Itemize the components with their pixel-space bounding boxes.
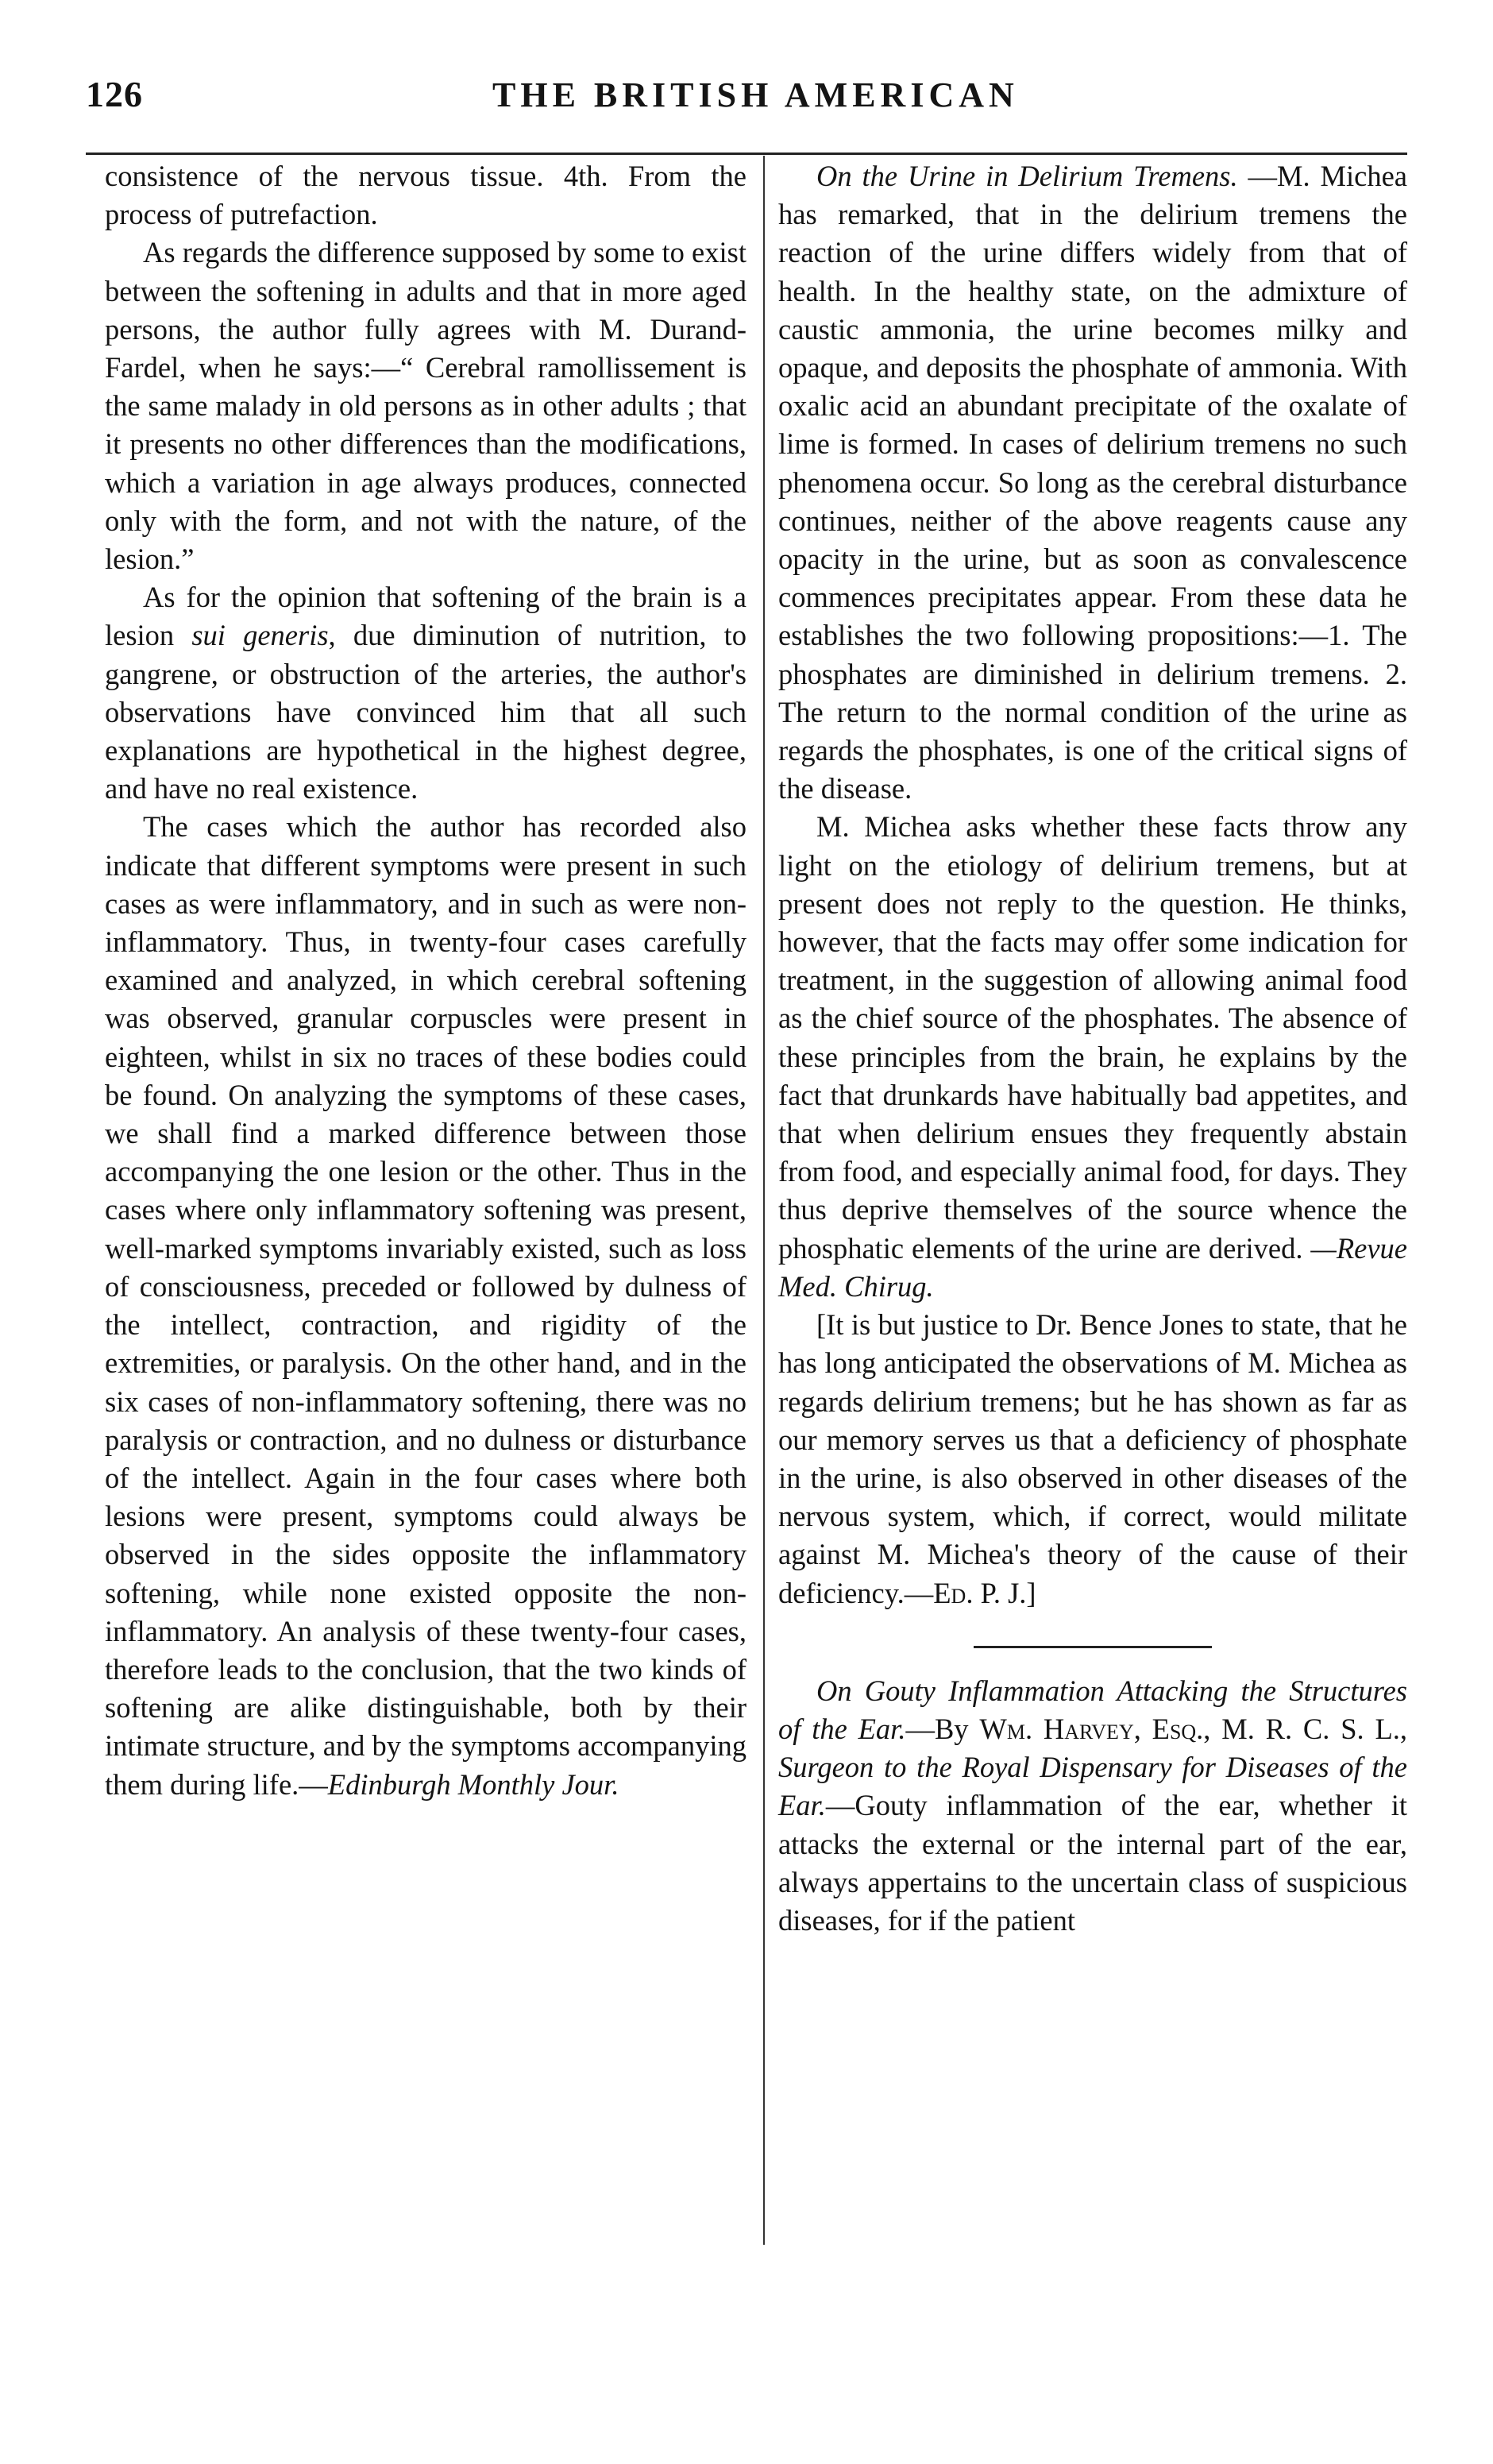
editor-signature: Ed. P. J.] (933, 1576, 1036, 1609)
source-citation: Edinburgh Monthly Jour. (327, 1767, 619, 1801)
text-run: —Gouty inflammation of the ear, whether it attacks the external or the internal part of the ear, always appertains to the uncertain class of suspicious diseases, for if the patient (778, 1789, 1407, 1937)
author-name: Wm. Harvey, Esq., M. R. C. S. L., (979, 1712, 1408, 1745)
paragraph-sui-generis (105, 578, 746, 808)
paragraph-cases (105, 808, 746, 1803)
running-title: THE BRITISH AMERICAN (492, 75, 1019, 114)
italic-term: sui generis (191, 619, 329, 652)
paragraph-michea-asks (778, 808, 1407, 1306)
editorial-note (778, 1306, 1407, 1612)
text-run: As for the opinion that softening of the brain is a lesion (105, 581, 746, 652)
paragraph-softening-age: As regards the difference supposed by some to exist between the softening in adults and that in more aged persons, the author fully agrees with M. Durand-Fardel, when he says:—“ Cerebral ramollissement is the same malady in old persons as in other adults ; that it presents no other differences than the modifications, which a variation in age always produces, connected only with the form, and not with the nature, of the lesion.” (105, 236, 746, 576)
author-role: Surgeon to the Royal Dispensary for Diseases of the Ear. (778, 1751, 1407, 1822)
paragraph-continued: consistence of the nervous tissue. 4th. From the process of putrefaction. (105, 160, 746, 231)
text-run: M. Michea asks whether these facts throw any light on the etiology of delirium tremens, but at present does not reply to the question. He thinks, however, that the facts may offer some indication for treatment, in the suggestion of allowing animal food as the chief source of the phosphates. The absence of these principles from the brain, he explains by the fact that drunkards have habitually bad appetites, and that when delirium ensues they frequently abstain from food, and especially animal food, for days. They thus deprive themselves of the source whence the phosphatic elements of the urine are derived. (778, 810, 1407, 1265)
text-run: —By (905, 1712, 980, 1745)
article-urine-delirium (778, 157, 1407, 808)
article-gouty-ear (778, 1672, 1407, 1940)
left-column (105, 157, 746, 1804)
article-title: On the Urine in Delirium Tremens. (816, 160, 1238, 192)
column-divider (763, 156, 765, 2245)
header-rule (86, 153, 1407, 155)
source-citation: —Revue Med. Chirug. (778, 1231, 1407, 1303)
text-run: The cases which the author has recorded also indicate that different symptoms were present in such cases as were inflammatory, and in such as were non-inflammatory. Thus, in twenty-four cases carefully examined and analyzed, in which cerebral softening was observed, granular corpuscles were present in eighteen, whilst in six no traces of these bodies could be found. On analyzing the symptoms of these cases, we shall find a marked difference between those accompanying the one lesion or the other. Thus in the cases where only inflammatory softening was present, well-marked symptoms invariably existed, such as loss of consciousness, preceded or followed by dulness of the intellect, contraction, and rigidity of the extremities, or paralysis. On the other hand, and in the six cases of non-inflammatory softening, there was no paralysis or contraction, and no dulness or disturbance of the intellect. Again in the four cases where both lesions were present, symptoms could always be observed in the sides opposite the inflammatory softening, while none existed opposite the non-inflammatory. An analysis of these twenty-four cases, therefore leads to the conclusion, that the two kinds of softening are alike distinguishable, both by their intimate structure, and by the symptoms accompanying them during life.— (105, 810, 746, 1801)
text-run: —M. Michea has remarked, that in the delirium tremens the reaction of the urine differs widely from that of health. In the healthy state, on the admixture of caustic ammonia, the urine becomes milky and opaque, and deposits the phosphate of ammonia. With oxalic acid an abundant precipitate of the oxalate of lime is formed. In cases of delirium tremens no such phenomena occur. So long as the cerebral disturbance continues, neither of the above reagents cause any opacity in the urine, but as soon as convalescence commences precipitates appear. From these data he establishes the two following propositions:—1. The phosphates are diminished in delirium tremens. 2. The return to the normal condition of the urine as regards the phosphates, is one of the critical signs of the disease. (778, 160, 1407, 805)
right-column (778, 157, 1407, 1940)
article-title: On Gouty Inflammation Attacking the Structures of the Ear. (778, 1674, 1407, 1745)
page-number: 126 (86, 74, 143, 114)
text-run: , due diminution of nutrition, to gangrene, or obstruction of the arteries, the author's observations have convinced him that all such explanations are hypothetical in the highest degree, and have no real existence. (105, 619, 746, 805)
text-run: [It is but justice to Dr. Bence Jones to state, that he has long anticipated the observations of M. Michea as regards delirium tremens; but he has shown as far as our memory serves us that a deficiency of phosphate in the urine, is also observed in other diseases of the nervous system, which, if correct, would militate against M. Michea's theory of the cause of their deficiency.— (778, 1308, 1407, 1609)
page-header (86, 73, 1404, 121)
section-rule (974, 1646, 1212, 1648)
